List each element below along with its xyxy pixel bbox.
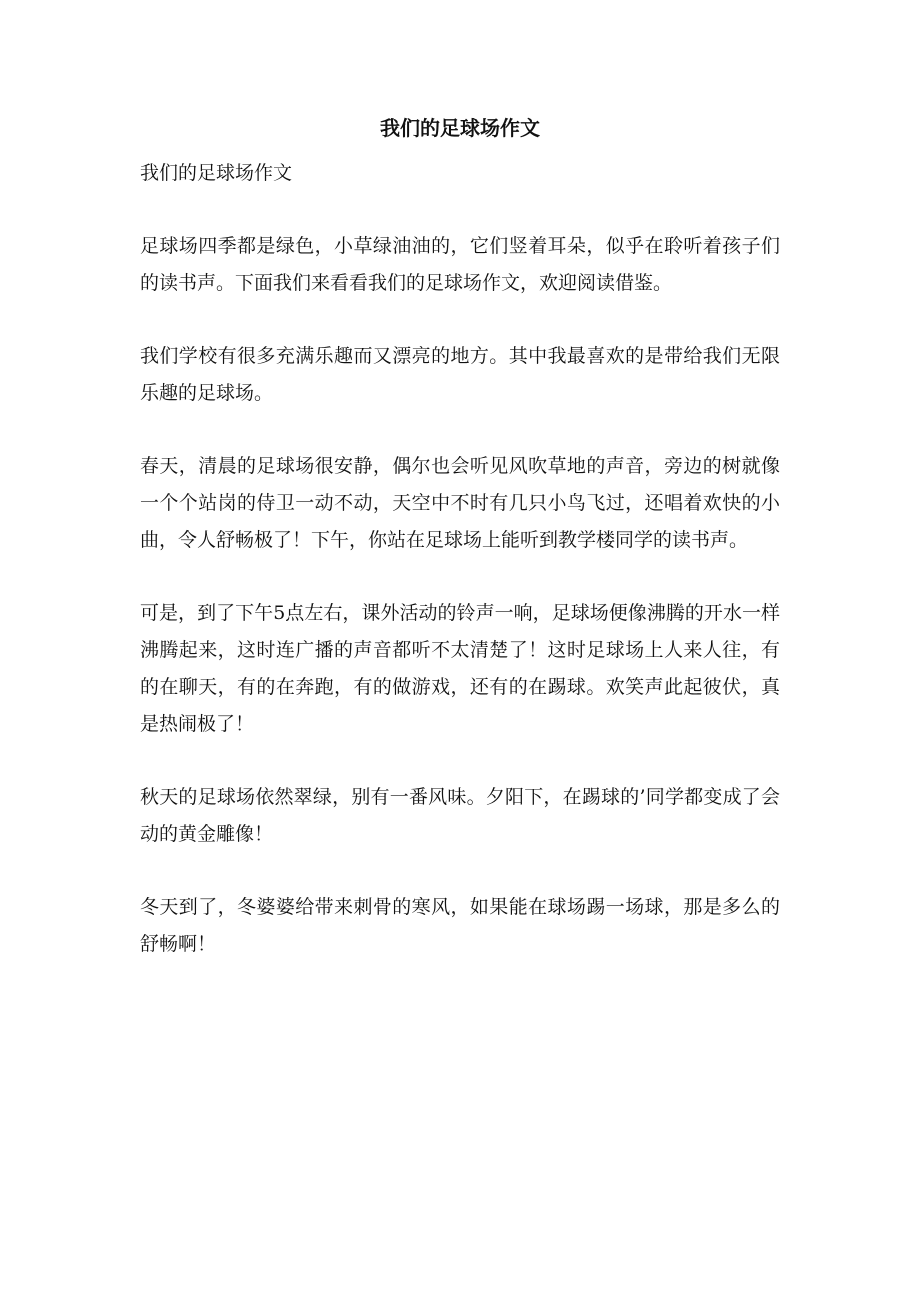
paragraph-spring: 春天，清晨的足球场很安静，偶尔也会听见风吹草地的声音，旁边的树就像一个个站岗的侍卫一动不动，天空中不时有几只小鸟飞过，还唱着欢快的小曲，令人舒畅极了！下午，你站在足球场上能听到教学楼同学的读书声。 — [140, 455, 780, 551]
paragraph-subtitle: 我们的足球场作文 — [140, 162, 293, 184]
paragraph-intro: 足球场四季都是绿色，小草绿油油的，它们竖着耳朵，似乎在聆听着孩子们的读书声。下面我们来看看我们的足球场作文，欢迎阅读借鉴。 — [140, 235, 780, 294]
paragraph-autumn: 秋天的足球场依然翠绿，别有一番风味。夕阳下，在踢球的’同学都变成了会动的黄金雕像！ — [140, 786, 780, 845]
paragraph-winter: 冬天到了，冬婆婆给带来刺骨的寒风，如果能在球场踢一场球，那是多么的舒畅啊！ — [140, 896, 780, 955]
document-title: 我们的足球场作文 — [380, 116, 540, 140]
paragraph-school: 我们学校有很多充满乐趣而又漂亮的地方。其中我最喜欢的是带给我们无限乐趣的足球场。 — [140, 345, 780, 404]
document-body — [140, 155, 780, 999]
paragraph-afternoon: 可是，到了下午5点左右，课外活动的铃声一响，足球场便像沸腾的开水一样沸腾起来，这时连广播的声音都听不太清楚了！这时足球场上人来人往，有的在聊天，有的在奔跑，有的做游戏，还有的在踢球。欢笑声此起彼伏，真是热闹极了！ — [140, 602, 780, 735]
